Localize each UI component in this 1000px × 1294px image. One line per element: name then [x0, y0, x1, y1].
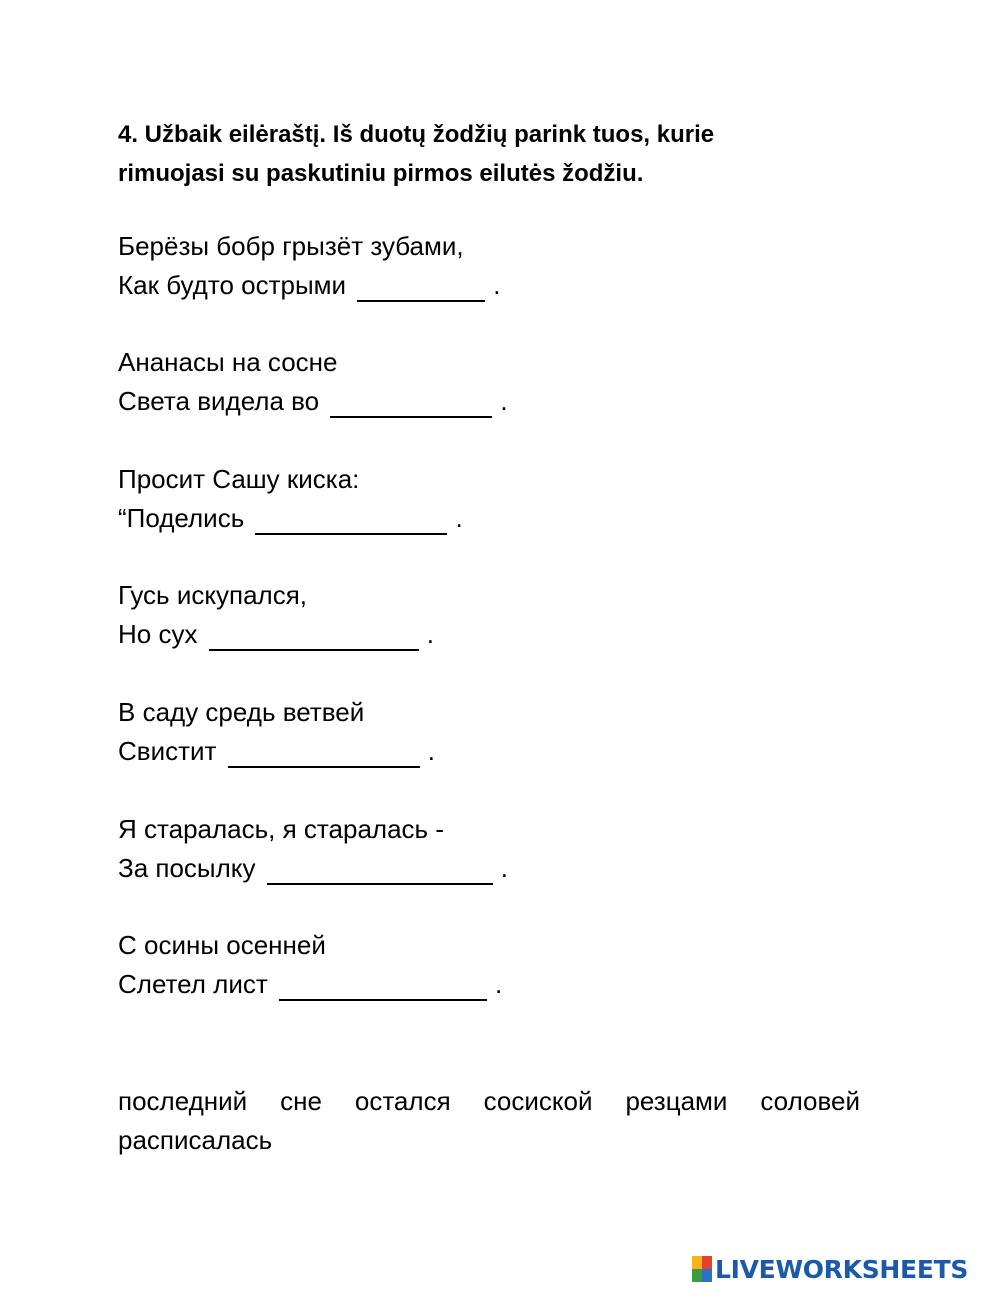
exercise-instruction	[118, 115, 878, 193]
answer-blank-3[interactable]	[255, 507, 447, 535]
word-bank-item[interactable]: остался	[354, 1086, 451, 1116]
stanza-line: Гусь искупался,	[118, 580, 308, 610]
logo-text: LIVEWORKSHEETS	[715, 1254, 969, 1284]
liveworksheets-logo-mark-icon	[692, 1256, 712, 1282]
stanza-line: Я старалась, я старалась -	[118, 814, 444, 844]
stanza-prompt-text: За посылку	[118, 853, 256, 883]
instruction-line-2: rimuojasi su paskutiniu pirmos eilutės žodžiu.	[118, 160, 644, 187]
answer-blank-1[interactable]	[357, 274, 485, 302]
stanza-period: .	[427, 736, 435, 766]
word-bank-item[interactable]: расписалась	[118, 1125, 273, 1155]
word-bank-item[interactable]: соловей	[760, 1086, 860, 1116]
stanza-prompt-text: “Поделись	[118, 503, 245, 533]
stanza-line: Берёзы бобр грызёт зубами,	[118, 231, 464, 261]
stanza-line: Просит Сашу киска:	[118, 464, 360, 494]
stanza-period: .	[500, 853, 508, 883]
stanza-prompt-text: Как будто острыми	[118, 270, 347, 300]
stanza-answer-line	[118, 965, 502, 1004]
answer-blank-2[interactable]	[330, 390, 492, 418]
stanza-5	[118, 693, 435, 771]
logo-mark-tile	[702, 1256, 712, 1269]
word-bank-row	[118, 1082, 860, 1121]
word-bank-item[interactable]: последний	[118, 1086, 248, 1116]
stanza-4	[118, 576, 434, 654]
instruction-line-1: 4. Užbaik eilėraštį. Iš duotų žodžių parink tuos, kurie	[118, 121, 715, 148]
answer-blank-4[interactable]	[209, 623, 419, 651]
stanza-period: .	[495, 969, 503, 999]
word-bank	[118, 1082, 860, 1160]
stanza-period: .	[455, 503, 463, 533]
stanza-1	[118, 227, 501, 305]
logo-mark-tile	[692, 1256, 702, 1269]
stanza-answer-line	[118, 732, 435, 771]
stanza-prompt-text: Слетел лист	[118, 969, 268, 999]
word-bank-item[interactable]: сосиской	[483, 1086, 593, 1116]
stanza-period: .	[500, 386, 508, 416]
stanza-answer-line	[118, 849, 508, 888]
stanza-line: В саду средь ветвей	[118, 697, 365, 727]
stanza-2	[118, 343, 508, 421]
stanza-answer-line	[118, 615, 434, 654]
stanza-line: С осины осенней	[118, 930, 326, 960]
stanza-3	[118, 460, 463, 538]
stanza-period: .	[426, 619, 434, 649]
answer-blank-7[interactable]	[279, 973, 487, 1001]
logo-mark-tile	[692, 1269, 702, 1282]
liveworksheets-logo	[692, 1254, 968, 1284]
stanza-prompt-text: Свистит	[118, 736, 217, 766]
answer-blank-5[interactable]	[228, 740, 420, 768]
stanza-answer-line	[118, 382, 508, 421]
stanza-prompt-text: Света видела во	[118, 386, 320, 416]
word-bank-item[interactable]: резцами	[625, 1086, 728, 1116]
stanza-6	[118, 810, 508, 888]
logo-mark-tile	[702, 1269, 712, 1282]
stanza-answer-line	[118, 266, 501, 305]
stanza-answer-line	[118, 499, 463, 538]
word-bank-item[interactable]: сне	[280, 1086, 322, 1116]
stanza-period: .	[493, 270, 501, 300]
stanza-7	[118, 926, 502, 1004]
stanza-prompt-text: Но сух	[118, 619, 198, 649]
stanza-line: Ананасы на сосне	[118, 347, 338, 377]
answer-blank-6[interactable]	[267, 857, 493, 885]
